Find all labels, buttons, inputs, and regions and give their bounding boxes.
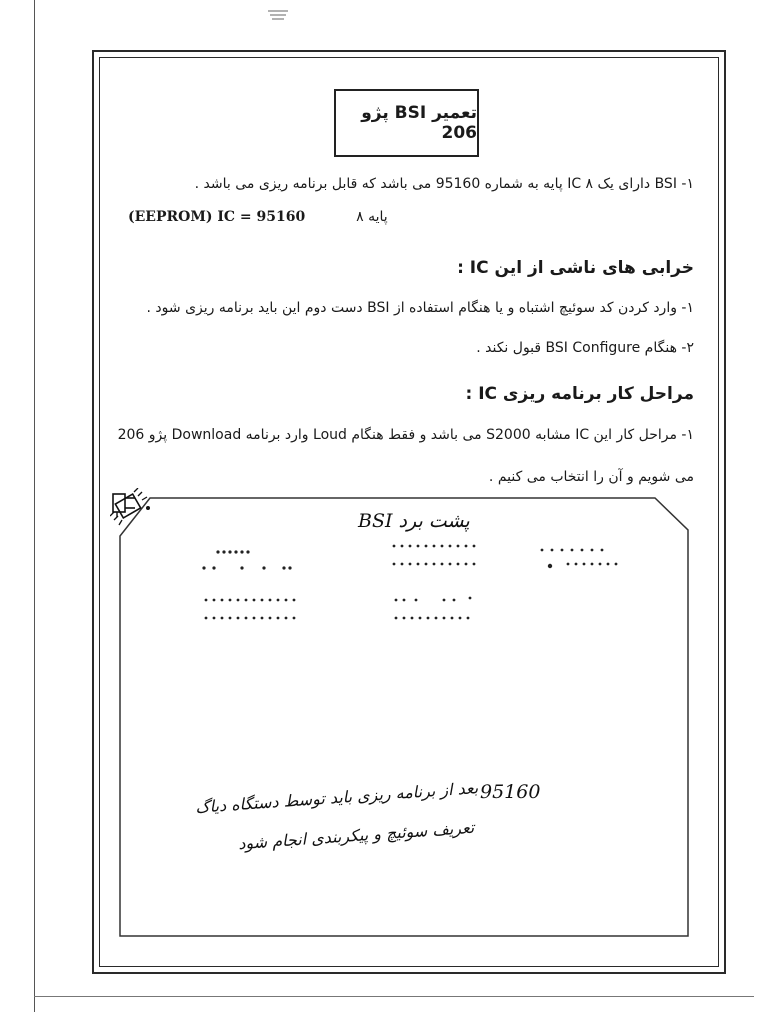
board-handwritten-title: پشت برد BSI — [358, 510, 470, 532]
fault-item-1: ۱- وارد کردن کد سوئیچ اشتباه و یا هنگام استفاده از BSI دست دوم این باید برنامه ریزی شود . — [146, 300, 694, 316]
page-title: تعمیر BSI پژو 206 — [361, 103, 477, 143]
steps-heading: مراحل کار برنامه ریزی IC : — [465, 384, 694, 404]
intro-line: ۱- BSI دارای یک IC ۸ پایه به شماره 95160 می باشد که قابل برنامه ریزی می باشد . — [194, 176, 694, 192]
formula-pins: ۸ پایه — [356, 209, 388, 225]
steps-line-1: ۱- مراحل کار این IC مشابه S2000 می باشد و فقط هنگام Loud وارد برنامه Download پژو 206 — [117, 427, 694, 443]
formula-text: (EEPROM) IC = 95160 — [128, 209, 306, 225]
board-note-line-2: تعریف سوئیچ و پیکربندی انجام شود — [237, 817, 475, 854]
scan-edge-left — [34, 0, 35, 1012]
eeprom-formula — [128, 209, 388, 225]
fault-item-2: ۲- هنگام BSI Configure قبول نکند . — [476, 340, 694, 356]
plug-icon — [110, 488, 138, 518]
board-ic-number: 95160 — [480, 781, 541, 803]
faults-heading: خرابی های ناشی از این IC : — [457, 258, 694, 278]
board-outline — [110, 488, 710, 943]
board-note-line-1: بعد از برنامه ریزی باید توسط دستگاه دیاگ — [194, 778, 479, 817]
title-box — [334, 89, 479, 157]
board-photo — [110, 488, 710, 943]
scan-edge-bottom — [34, 996, 754, 997]
solder-pads — [202, 545, 617, 620]
scan-mark-icon — [268, 8, 290, 22]
steps-line-2: می شویم و آن را انتخاب می کنیم . — [488, 469, 694, 485]
